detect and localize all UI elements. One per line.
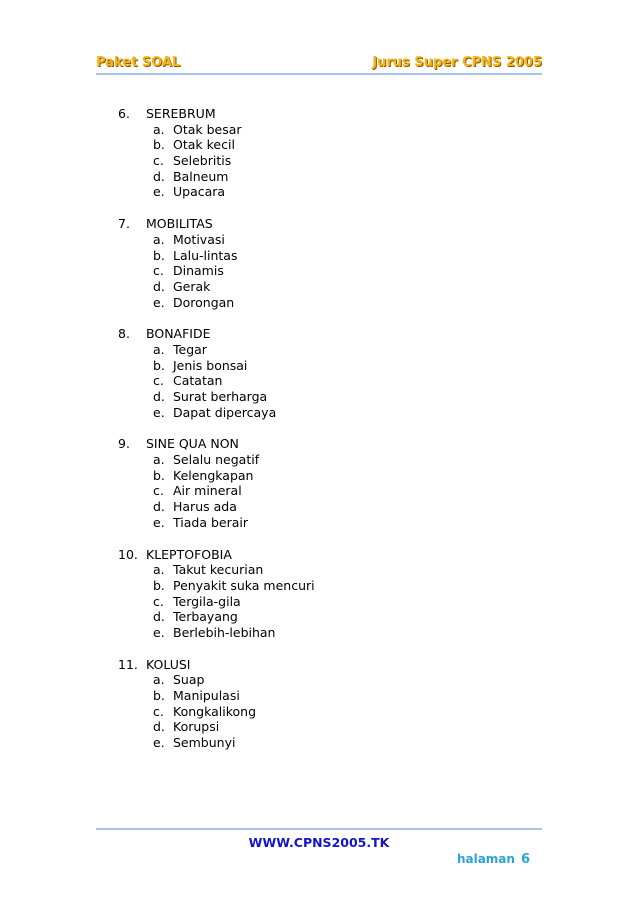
question-item [118, 547, 538, 641]
question-word: SEREBRUM [146, 106, 216, 121]
option-letter: e. [153, 735, 165, 751]
answer-option [118, 295, 538, 311]
option-text: Kelengkapan [173, 467, 254, 483]
question-line [118, 657, 538, 673]
option-letter: b. [153, 467, 165, 483]
answer-option [118, 578, 538, 594]
answer-option [118, 609, 538, 625]
answer-option [118, 184, 538, 200]
option-letter: b. [153, 688, 165, 703]
question-item [118, 326, 538, 420]
option-text: Selalu negatif [173, 452, 260, 468]
question-item [118, 436, 538, 530]
option-text: Tergila-gila [173, 593, 241, 609]
answer-option [118, 405, 538, 421]
option-text: Berlebih-lebihan [173, 624, 276, 640]
footer-url: WWW.CPNS2005.TK [248, 835, 390, 850]
option-letter: c. [153, 483, 164, 499]
answer-option [118, 672, 538, 688]
option-text: Upacara [173, 184, 226, 200]
option-text: Surat berharga [173, 389, 268, 404]
option-letter: a. [153, 231, 165, 247]
option-letter: a. [153, 121, 165, 137]
header-left-title: Paket SOAL [96, 55, 181, 70]
question-line [118, 547, 538, 563]
question-number: 7. [118, 216, 130, 232]
page-number: 6 [520, 852, 530, 867]
option-text: Catatan [173, 373, 223, 389]
header-right-title: Jurus Super CPNS 2005 [372, 55, 542, 70]
answer-option [118, 358, 538, 374]
option-text: Otak kecil [173, 137, 235, 153]
question-word: MOBILITAS [146, 216, 213, 232]
option-letter: d. [153, 278, 165, 294]
answer-option [118, 279, 538, 295]
question-number: 8. [118, 326, 130, 342]
question-number: 9. [118, 436, 130, 452]
option-text: Korupsi [173, 719, 220, 735]
answer-option [118, 688, 538, 704]
answer-option [118, 452, 538, 468]
option-letter: e. [153, 404, 165, 420]
option-text: Penyakit suka mencuri [173, 577, 315, 593]
answer-option [118, 137, 538, 153]
option-text: Harus ada [173, 499, 237, 515]
question-item [118, 657, 538, 751]
question-word: KOLUSI [146, 656, 191, 672]
page-number-block [457, 852, 530, 867]
question-list [118, 106, 538, 767]
answer-option [118, 153, 538, 169]
answer-option [118, 719, 538, 735]
option-letter: c. [153, 373, 164, 389]
answer-option [118, 499, 538, 515]
option-text: Gerak [173, 278, 211, 294]
answer-option [118, 562, 538, 578]
option-letter: e. [153, 514, 165, 530]
question-word: KLEPTOFOBIA [146, 546, 232, 562]
option-letter: b. [153, 247, 165, 263]
footer-rule [96, 828, 542, 830]
page-header [96, 53, 542, 75]
answer-option [118, 735, 538, 751]
option-text: Kongkalikong [173, 703, 257, 719]
option-letter: a. [153, 452, 165, 468]
option-text: Air mineral [173, 483, 242, 499]
option-text: Takut kecurian [173, 562, 264, 578]
option-text: Tegar [173, 341, 207, 357]
question-number: 10. [118, 546, 138, 562]
answer-option [118, 169, 538, 185]
option-letter: c. [153, 593, 164, 609]
option-text: Manipulasi [173, 688, 240, 703]
option-letter: a. [153, 562, 165, 578]
answer-option [118, 515, 538, 531]
question-line [118, 106, 538, 122]
option-letter: c. [153, 263, 164, 279]
option-text: Suap [173, 672, 205, 688]
option-letter: b. [153, 137, 165, 153]
answer-option [118, 468, 538, 484]
option-text: Jenis bonsai [173, 357, 248, 373]
question-line [118, 216, 538, 232]
question-word: SINE QUA NON [146, 436, 239, 452]
question-number: 6. [118, 106, 130, 121]
question-word: BONAFIDE [146, 326, 211, 342]
option-letter: c. [153, 703, 164, 719]
option-letter: d. [153, 168, 165, 184]
option-text: Dorongan [173, 294, 235, 310]
option-letter: a. [153, 341, 165, 357]
option-letter: b. [153, 577, 165, 593]
question-line [118, 326, 538, 342]
answer-option [118, 232, 538, 248]
question-item [118, 106, 538, 200]
answer-option [118, 122, 538, 138]
option-text: Dapat dipercaya [173, 404, 277, 420]
question-line [118, 436, 538, 452]
option-text: Tiada berair [173, 514, 248, 530]
answer-option [118, 704, 538, 720]
option-letter: d. [153, 499, 165, 515]
option-text: Motivasi [173, 231, 225, 247]
answer-option [118, 373, 538, 389]
answer-option [118, 483, 538, 499]
answer-option [118, 389, 538, 405]
option-text: Selebritis [173, 153, 232, 169]
option-text: Lalu-lintas [173, 247, 238, 263]
option-letter: d. [153, 719, 165, 735]
answer-option [118, 625, 538, 641]
question-item [118, 216, 538, 310]
option-text: Otak besar [173, 121, 242, 137]
answer-option [118, 263, 538, 279]
option-letter: e. [153, 184, 165, 200]
question-number: 11. [118, 656, 138, 672]
option-letter: e. [153, 294, 165, 310]
option-text: Balneum [173, 168, 229, 184]
answer-option [118, 594, 538, 610]
option-letter: c. [153, 153, 164, 169]
page-label: halaman [456, 852, 515, 866]
option-letter: a. [153, 672, 165, 688]
option-letter: d. [153, 389, 165, 404]
answer-option [118, 248, 538, 264]
answer-option [118, 342, 538, 358]
option-letter: d. [153, 609, 165, 625]
option-letter: e. [153, 624, 165, 640]
option-text: Sembunyi [173, 735, 236, 751]
option-text: Dinamis [173, 263, 224, 279]
option-text: Terbayang [173, 609, 238, 625]
option-letter: b. [153, 357, 165, 373]
